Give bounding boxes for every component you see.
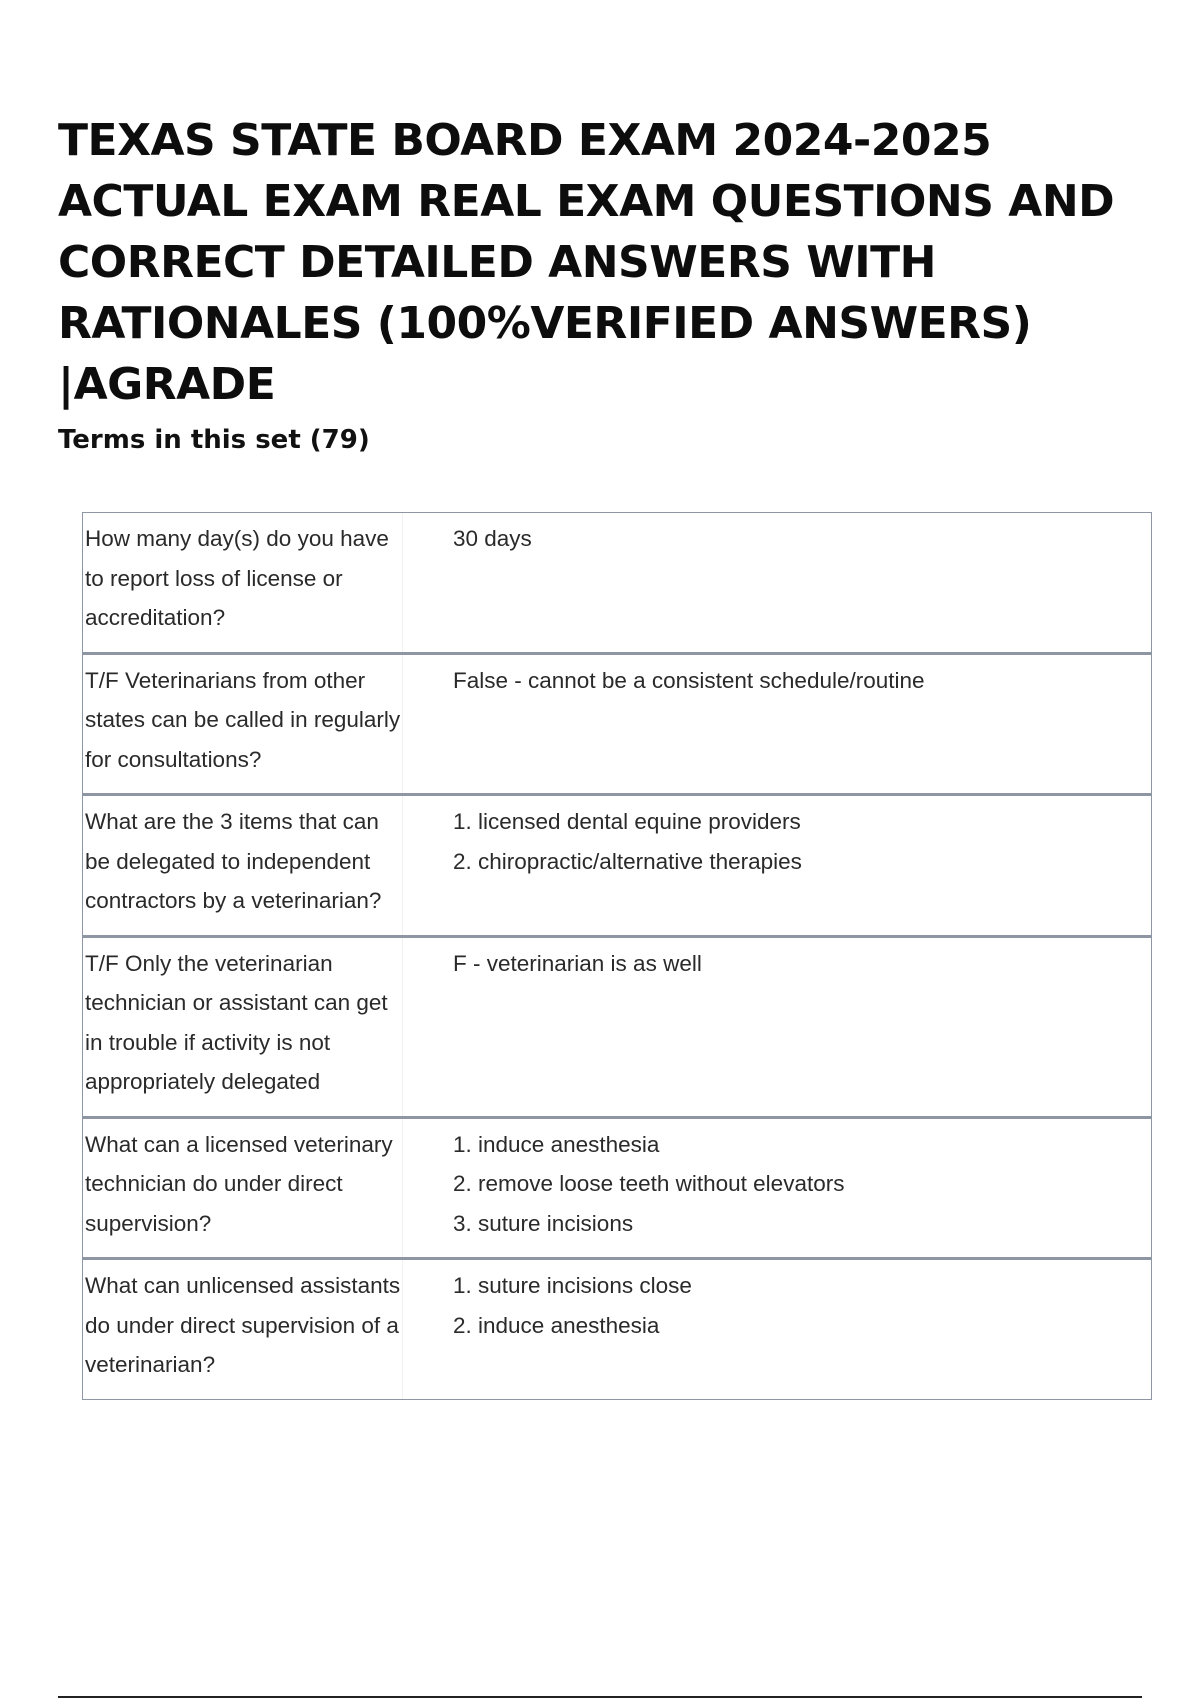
- term-answer: [453, 1260, 1151, 1399]
- answer-line: 2. induce anesthesia: [453, 1312, 660, 1338]
- terms-count-heading: Terms in this set (79): [58, 425, 370, 455]
- answer-line: 1. induce anesthesia: [453, 1131, 660, 1157]
- term-row: [83, 655, 1151, 797]
- term-question: How many day(s) do you have to report loss of license or accreditation?: [83, 513, 403, 652]
- term-row: [83, 1119, 1151, 1261]
- term-answer: [453, 1119, 1151, 1258]
- term-question: T/F Veterinarians from other states can be called in regularly for consultations?: [83, 655, 403, 794]
- answer-line: 3. suture incisions: [453, 1210, 634, 1236]
- term-row: [83, 796, 1151, 938]
- page-title: TEXAS STATE BOARD EXAM 2024-2025 ACTUAL EXAM REAL EXAM QUESTIONS AND CORRECT DETAILED ANSWERS WITH RATIONALES (100%VERIFIED ANSWERS) |AGRADE: [58, 115, 1115, 410]
- answer-line: 30 days: [453, 526, 532, 551]
- footer-divider: [58, 1696, 1142, 1698]
- term-question: What can a licensed veterinary technician do under direct supervision?: [83, 1119, 403, 1258]
- term-answer: [453, 938, 1151, 1116]
- term-answer: [453, 655, 1151, 794]
- answer-line: 2. remove loose teeth without elevators: [453, 1171, 845, 1196]
- term-question: T/F Only the veterinarian technician or assistant can get in trouble if activity is not appropriately delegated: [83, 938, 403, 1116]
- term-question: What are the 3 items that can be delegated to independent contractors by a veterinarian?: [83, 796, 403, 935]
- answer-line: 1. suture incisions close: [453, 1273, 692, 1298]
- term-answer: [453, 796, 1151, 935]
- terms-table: [82, 512, 1152, 1400]
- term-row: [83, 513, 1151, 655]
- answer-line: F - veterinarian is as well: [453, 950, 702, 976]
- term-answer: [453, 513, 1151, 652]
- answer-line: 1. licensed dental equine providers: [453, 809, 801, 834]
- term-row: [83, 938, 1151, 1119]
- term-row: [83, 1260, 1151, 1399]
- term-question: What can unlicensed assistants do under direct supervision of a veterinarian?: [83, 1260, 403, 1399]
- answer-line: 2. chiropractic/alternative therapies: [453, 848, 802, 874]
- answer-line: False - cannot be a consistent schedule/routine: [453, 667, 925, 693]
